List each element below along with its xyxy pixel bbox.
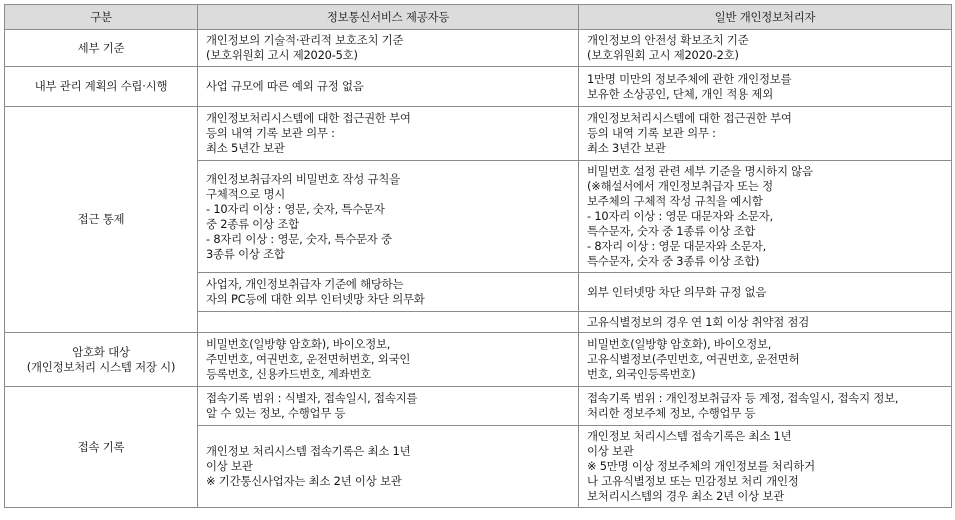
header-category: 구분: [5, 5, 198, 30]
cell-log-2-col1: 개인정보 처리시스템 접속기록은 최소 1년 이상 보관 ※ 기간통신사업자는 최소 2년 이상 보관: [198, 426, 579, 508]
cell-access-3-col2: 외부 인터넷망 차단 의무화 규정 없음: [579, 273, 952, 312]
table-row: [5, 30, 952, 67]
comparison-table: [4, 4, 952, 508]
cell-detail-col2: 개인정보의 안전성 확보조치 기준 (보호위원회 고시 제2020-2호): [579, 30, 952, 67]
cell-plan-col1: 사업 규모에 따른 예외 규정 없음: [198, 67, 579, 107]
cell-encrypt-col2: 비밀번호(일방향 암호화), 바이오정보, 고유식별정보(주민번호, 여권번호, 운전면허 번호, 외국인등록번호): [579, 333, 952, 387]
header-row: [5, 5, 952, 30]
cell-log-1-col1: 접속기록 범위 : 식별자, 접속일시, 접속지를 알 수 있는 정보, 수행업무 등: [198, 387, 579, 426]
header-col1: 정보통신서비스 제공자등: [198, 5, 579, 30]
cell-log-1-col2: 접속기록 범위 : 개인정보취급자 등 계정, 접속일시, 접속지 정보, 처리한 정보주체 정보, 수행업무 등: [579, 387, 952, 426]
header-col2: 일반 개인정보처리자: [579, 5, 952, 30]
cell-access-2-col1: 개인정보취급자의 비밀번호 작성 규칙을 구체적으로 명시 - 10자리 이상 : 영문, 숫자, 특수문자 중 2종류 이상 조합 - 8자리 이상 : 영문, 숫자, 특수문자 중 3종류 이상 조합: [198, 161, 579, 273]
cell-access-1-col2: 개인정보처리시스템에 대한 접근권한 부여 등의 내역 기록 보관 의무 : 최소 3년간 보관: [579, 107, 952, 161]
cell-access-3-col1: 사업자, 개인정보취급자 기준에 해당하는 자의 PC등에 대한 외부 인터넷망 차단 의무화: [198, 273, 579, 312]
row-label-encrypt: [5, 333, 198, 387]
cell-access-4-col2: 고유식별정보의 경우 연 1회 이상 취약점 점검: [579, 312, 952, 333]
table-row: [5, 67, 952, 107]
cell-access-1-col1: 개인정보처리시스템에 대한 접근권한 부여 등의 내역 기록 보관 의무 : 최소 5년간 보관: [198, 107, 579, 161]
row-label-access: 접근 통제: [5, 107, 198, 333]
table-row: [5, 333, 952, 387]
cell-plan-col2: 1만명 미만의 정보주체에 관한 개인정보를 보유한 소상공인, 단체, 개인 적용 제외: [579, 67, 952, 107]
cell-encrypt-col1: 비밀번호(일방향 암호화), 바이오정보, 주민번호, 여권번호, 운전면허번호, 외국인 등록번호, 신용카드번호, 계좌번호: [198, 333, 579, 387]
table-row: [5, 107, 952, 161]
row-label-detail: 세부 기준: [5, 30, 198, 67]
cell-detail-col1: 개인정보의 기술적·관리적 보호조치 기준 (보호위원회 고시 제2020-5호): [198, 30, 579, 67]
encrypt-label-line1: 암호화 대상: [72, 344, 130, 359]
table-row: [5, 387, 952, 426]
encrypt-label-line2: (개인정보처리 시스템 저장 시): [26, 359, 176, 374]
row-label-plan: 내부 관리 계획의 수립·시행: [5, 67, 198, 107]
cell-access-4-col1: [198, 312, 579, 333]
cell-access-2-col2: 비밀번호 설정 관련 세부 기준을 명시하지 않음 (※해설서에서 개인정보취급자 또는 정 보주체의 구체적 작성 규칙을 예시함 - 10자리 이상 : 영문 대문자와 소문자, 특수문자, 숫자 중 1종류 이상 조합 - 8자리 이상 : 영문 대문자와 소문자, 특수문자, 숫자 중 3종류 이상 조합): [579, 161, 952, 273]
row-label-log: 접속 기록: [5, 387, 198, 508]
cell-log-2-col2: 개인정보 처리시스템 접속기록은 최소 1년 이상 보관 ※ 5만명 이상 정보주체의 개인정보를 처리하거 나 고유식별정보 또는 민감정보 처리 개인정 보처리시스템의 경우 최소 2년 이상 보관: [579, 426, 952, 508]
